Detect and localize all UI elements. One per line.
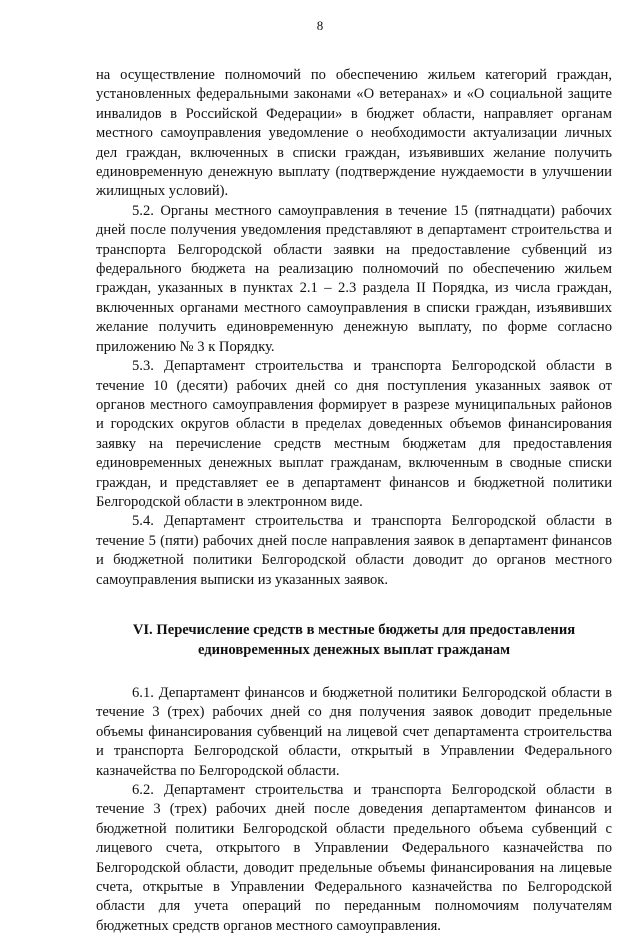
section-heading-line-2: единовременных денежных выплат гражданам: [197, 641, 511, 658]
paragraph-5-2: 5.2. Органы местного самоуправления в течение 15 (пятнадцати) рабочих дней после получения уведомления представляют в департамент строительства и транспорта Белгородской области заявки на предоставление субвенций из федерального бюджета на реализацию полномочий по обеспечению жильем граждан, указанных в пунктах 2.1 – 2.3 раздела II Порядка, из числа граждан, включенных органами местного самоуправления в списки граждан, изъявивших желание получить единовременную денежную выплату, по форме согласно приложению № 3 к Порядку.: [96, 202, 612, 355]
paragraph-6-1: 6.1. Департамент финансов и бюджетной политики Белгородской области в течение 3 (трех) рабочих дней со дня получения заявок доводит предельные объемы финансирования субвенций на лицевой счет департамента строительства и транспорта Белгородской области, открытый в Управлении Федерального казначейства по Белгородской области.: [96, 684, 612, 779]
paragraph-6-2: 6.2. Департамент строительства и транспорта Белгородской области в течение 3 (трех) рабочих дней после доведения департаментом финансов и бюджетной политики Белгородской области предельного объема субвенций с лицевого счета, открытого в Управлении Федерального казначейства по Белгородской области, доводит предельные объемы финансирования на лицевые счета, открытые в Управлении Федерального казначейства по Белгородской области для учета операций по переданным полномочиям получателям бюджетных средств органов местного самоуправления.: [96, 782, 612, 934]
page-number: 8: [316, 18, 324, 33]
section-heading: [96, 620, 612, 660]
paragraph-5-4: 5.4. Департамент строительства и транспорта Белгородской области в течение 5 (пяти) рабочих дней после направления заявок в департамент финансов и бюджетной политики Белгородской области доводит до органов местного самоуправления выписки из указанных заявок.: [96, 513, 612, 588]
paragraph-continuation: на осуществление полномочий по обеспечению жильем категорий граждан, установленных федеральными законами «О ветеранах» и «О социальной защите инвалидов в Российской Федерации» в бюджет области, направляет органам местного самоуправления уведомление о необходимости актуализации личных дел граждан, включенных в списки граждан, изъявивших желание получить единовременную денежную выплату (подтверждение нуждаемости в улучшении жилищных условий).: [96, 67, 612, 200]
section-heading-line-1: VI. Перечисление средств в местные бюджеты для предоставления: [132, 621, 576, 638]
paragraph-5-3: 5.3. Департамент строительства и транспорта Белгородской области в течение 10 (десяти) рабочих дней со дня поступления указанных заявок от органов местного самоуправления формирует в разрезе муниципальных районов и городских округов области в пределах доведенных объемов финансирования заявку на перечисление средств местным бюджетам для предоставления единовременных денежных выплат гражданам, включенным в сводные списки граждан, и представляет ее в департамент финансов и бюджетной политики Белгородской области в электронном виде.: [96, 358, 612, 510]
